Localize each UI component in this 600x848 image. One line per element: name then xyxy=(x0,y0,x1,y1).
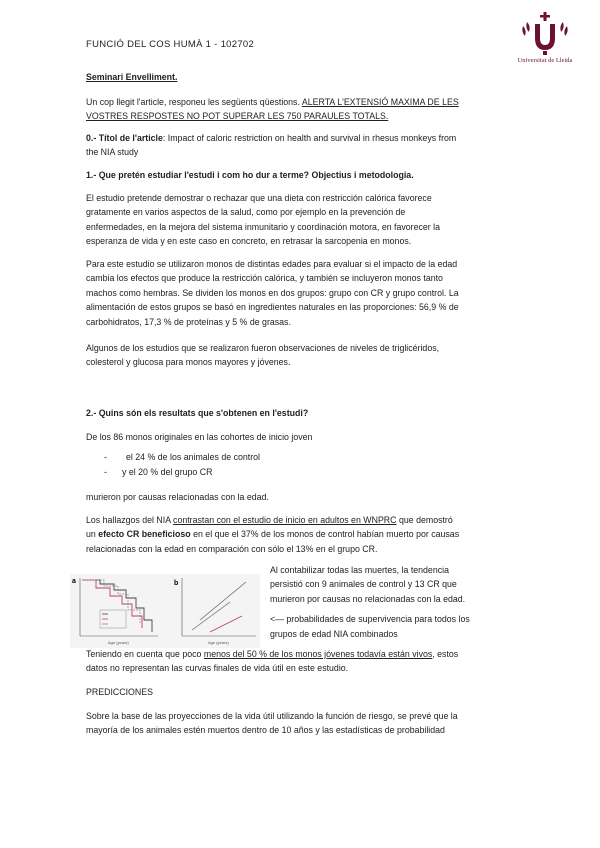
hallazgos-link: contrastan con el estudio de inicio en adultos en WNPRC xyxy=(173,515,397,525)
seminar-title: Seminari Envelliment. xyxy=(86,72,178,82)
q2-heading: 2.- Quins són els resultats que s'obtenen en l'estudi? xyxy=(86,408,309,418)
university-crest-icon xyxy=(519,12,571,56)
q1-p2-line: cambia los efectos que produce la restricción calórica, y también se incluyeron monos tanto xyxy=(86,273,443,284)
q1-p3-line: Algunos de los estudios que se realizaron fueron observaciones de niveles de triglicéridos, xyxy=(86,343,440,353)
teniendo-link: menos del 50 % de los monos jóvenes todavía están vivos xyxy=(203,649,433,659)
q1-p1-line: esperanza de vida y en este caso en concreto, en retrasar la sarcopenia en monos. xyxy=(86,236,412,247)
teniendo-paragraph xyxy=(86,647,514,676)
instructions xyxy=(86,95,514,124)
q1-p2-line: alimentación de estos grupos se basó en ingredientes naturales en las proporciones: 56,9 % de xyxy=(86,302,459,313)
q2-intro: De los 86 monos originales en las cohortes de inicio joven xyxy=(86,432,313,442)
bullet-item: y el 20 % del grupo CR xyxy=(122,467,213,477)
caption-line: <— probabilidades de supervivencia para todos los xyxy=(270,614,470,625)
q1-p1-line: enfermedades, en la mejora del sistema inmunitario y coordinación motora, en favorecer la xyxy=(86,221,441,232)
hallazgos-line2-pre: un xyxy=(86,529,99,540)
panel-b-label: b xyxy=(174,580,179,587)
predicciones-line: mayoría de los animales estén muertos dentro de 10 años y las estadísticas de probabilidad xyxy=(86,725,445,736)
bullet-dash: - xyxy=(104,467,107,477)
article-title-2: the NIA study xyxy=(86,147,139,158)
teniendo-line2: datos no representan las curvas finales de vida útil en este estudio. xyxy=(86,663,349,674)
instructions-intro: Un cop llegit l'article, responeu les següents qüestions. xyxy=(86,97,302,107)
caption-line: persistió con 9 animales de control y 13 CR que xyxy=(270,579,457,590)
article-title: : Impact of caloric restriction on health and survival in rhesus monkeys from xyxy=(162,133,457,143)
hallazgos-line2-post: en el que el 37% de los monos de control habían muerto por causas xyxy=(190,529,460,540)
q1-p3-line: colesterol y glucosa para monos mayores y jóvenes. xyxy=(86,357,291,368)
q1-paragraph-2 xyxy=(86,257,514,329)
hallazgos-post: que demostró xyxy=(396,515,453,525)
q1-p1-line: El estudio pretende demostrar o rechazar que una dieta con restricción calórica favorece xyxy=(86,193,432,203)
article-title-block xyxy=(86,131,514,160)
bullet-item: el 24 % de los animales de control xyxy=(126,452,260,462)
figure-caption xyxy=(270,563,516,641)
bullet-dash: - xyxy=(104,452,107,462)
caption-line: grupos de edad NIA combinados xyxy=(270,628,398,639)
university-name: Universitat de Lleida xyxy=(517,57,573,64)
teniendo-pre: Teniendo en cuenta que poco xyxy=(86,649,204,659)
panel-a-label: a xyxy=(72,578,76,585)
q2-after-bullets: murieron por causas relacionadas con la edad. xyxy=(86,492,269,502)
figure-background xyxy=(70,574,260,648)
q1-p2-line: Para este estudio se utilizaron monos de distintas edades para evaluar si el impacto de la edad xyxy=(86,259,458,269)
caption-line: murieron por causas no relacionadas con la edad. xyxy=(270,593,466,604)
hallazgos-paragraph xyxy=(86,513,514,556)
q1-paragraph-3 xyxy=(86,341,514,370)
survival-chart xyxy=(70,574,260,648)
hallazgos-bold: efecto CR beneficioso xyxy=(98,529,191,540)
panel-b-xlabel: Age (years) xyxy=(208,640,229,645)
course-title: FUNCIÓ DEL COS HUMÀ 1 - 102702 xyxy=(86,39,255,50)
caption-line: Al contabilizar todas las muertes, la tendencia xyxy=(270,565,449,575)
hallazgos-line3: relacionadas con la edad en comparación con sólo el 13% en el grupo CR. xyxy=(86,543,378,554)
university-logo xyxy=(510,12,580,70)
instructions-alert: ALERTA L'EXTENSIÓ MAXIMA DE LES xyxy=(301,97,459,107)
instructions-alert-2: VOSTRES RESPOSTES NO POT SUPERAR LES 750 PARAULES TOTALS. xyxy=(86,111,389,122)
panel-a-xlabel: Age (years) xyxy=(108,640,129,645)
predicciones-heading: PREDICCIONES xyxy=(86,687,153,697)
article-label: 0.- Títol de l'article xyxy=(86,133,163,143)
q1-paragraph-1 xyxy=(86,191,514,249)
q1-heading: 1.- Que pretén estudiar l'estudi i com ho dur a terme? Objectius i metodologia. xyxy=(86,170,414,180)
q1-p2-line: machos como hembras. Se dividen los monos en dos grupos: grupo con CR y grupo control. La xyxy=(86,287,459,298)
predicciones-line: Sobre la base de las proyecciones de la vida útil utilizando la función de riesgo, se prevé que la xyxy=(86,711,458,721)
survival-figure xyxy=(70,574,260,648)
predicciones-paragraph xyxy=(86,709,514,738)
q1-p1-line: gratamente en varios aspectos de la salud, como por ejemplo en la prevención de xyxy=(86,207,406,218)
q1-p2-line: carbohidratos, 17,3 % de proteínas y 5 % de grasas. xyxy=(86,316,291,327)
hallazgos-pre: Los hallazgos del NIA xyxy=(86,515,174,525)
teniendo-post: , estos xyxy=(432,649,459,659)
